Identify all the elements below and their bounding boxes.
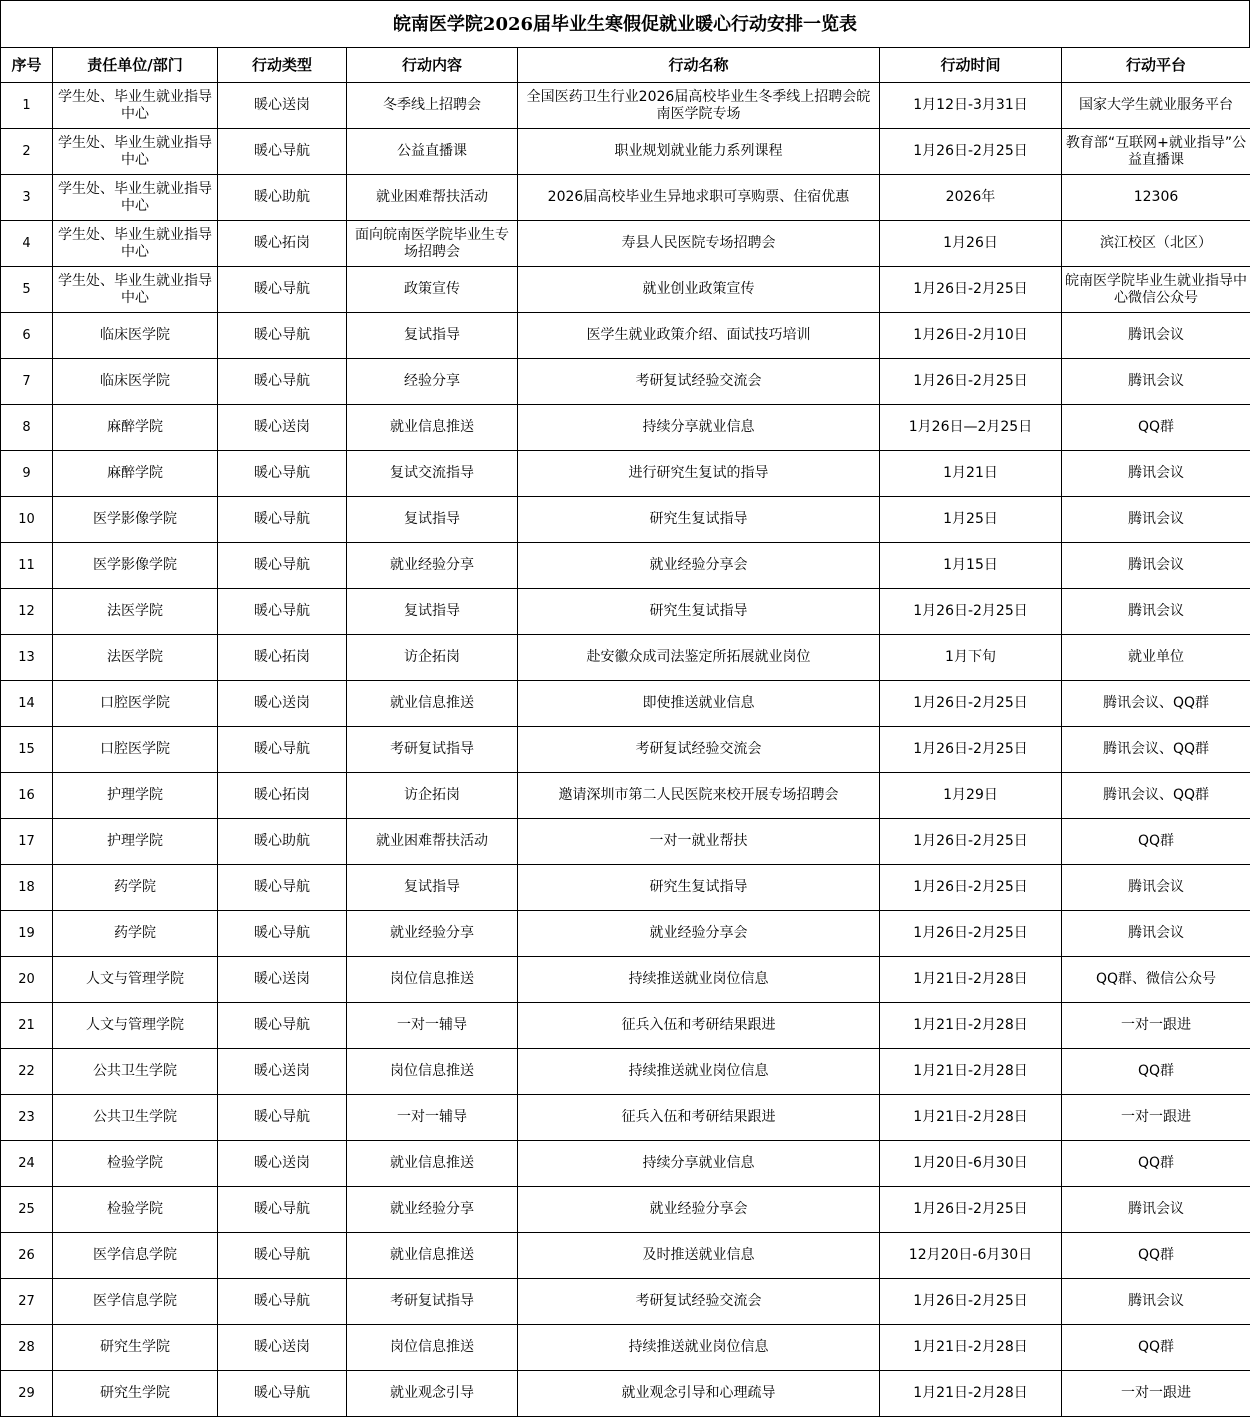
cell-content: 冬季线上招聘会 [347,83,518,129]
cell-content: 考研复试指导 [347,727,518,773]
cell-name: 赴安徽众成司法鉴定所拓展就业岗位 [518,635,880,681]
cell-name: 邀请深圳市第二人民医院来校开展专场招聘会 [518,773,880,819]
cell-name: 征兵入伍和考研结果跟进 [518,1003,880,1049]
cell-content: 面向皖南医学院毕业生专场招聘会 [347,221,518,267]
cell-type: 暖心导航 [218,589,347,635]
cell-index: 14 [1,681,53,727]
table-row [1,359,1250,405]
cell-platform: QQ群 [1062,1141,1250,1187]
cell-name: 研究生复试指导 [518,865,880,911]
table-row [1,497,1250,543]
cell-time: 1月26日-2月25日 [880,129,1062,175]
cell-name: 就业观念引导和心理疏导 [518,1371,880,1417]
cell-platform: 腾讯会议 [1062,359,1250,405]
cell-type: 暖心导航 [218,1003,347,1049]
cell-name: 进行研究生复试的指导 [518,451,880,497]
cell-name: 研究生复试指导 [518,497,880,543]
cell-time: 1月26日—2月25日 [880,405,1062,451]
table-row [1,1141,1250,1187]
cell-time: 1月26日-2月25日 [880,681,1062,727]
cell-type: 暖心导航 [218,1187,347,1233]
cell-platform: 腾讯会议 [1062,911,1250,957]
cell-time: 1月26日-2月25日 [880,589,1062,635]
cell-time: 1月29日 [880,773,1062,819]
cell-platform: 腾讯会议 [1062,589,1250,635]
cell-unit: 医学信息学院 [53,1279,218,1325]
cell-unit: 人文与管理学院 [53,1003,218,1049]
cell-platform: 腾讯会议、QQ群 [1062,681,1250,727]
cell-time: 1月21日-2月28日 [880,1325,1062,1371]
table-row [1,1187,1250,1233]
cell-unit: 麻醉学院 [53,451,218,497]
cell-type: 暖心送岗 [218,1141,347,1187]
cell-index: 13 [1,635,53,681]
cell-unit: 学生处、毕业生就业指导中心 [53,175,218,221]
column-header: 责任单位/部门 [53,48,218,83]
table-row [1,1003,1250,1049]
cell-name: 考研复试经验交流会 [518,1279,880,1325]
cell-platform: 腾讯会议 [1062,451,1250,497]
cell-index: 7 [1,359,53,405]
cell-content: 考研复试指导 [347,1279,518,1325]
cell-unit: 研究生学院 [53,1325,218,1371]
cell-name: 研究生复试指导 [518,589,880,635]
cell-platform: 腾讯会议 [1062,1279,1250,1325]
table-row [1,1325,1250,1371]
cell-index: 4 [1,221,53,267]
cell-index: 23 [1,1095,53,1141]
cell-name: 寿县人民医院专场招聘会 [518,221,880,267]
cell-platform: QQ群、微信公众号 [1062,957,1250,1003]
cell-type: 暖心导航 [218,497,347,543]
table-row [1,865,1250,911]
cell-content: 经验分享 [347,359,518,405]
table-row [1,313,1250,359]
cell-time: 2026年 [880,175,1062,221]
cell-platform: 腾讯会议、QQ群 [1062,773,1250,819]
column-header: 行动类型 [218,48,347,83]
cell-name: 一对一就业帮扶 [518,819,880,865]
cell-type: 暖心导航 [218,267,347,313]
cell-type: 暖心拓岗 [218,773,347,819]
table-row [1,1049,1250,1095]
cell-type: 暖心导航 [218,129,347,175]
cell-name: 持续分享就业信息 [518,1141,880,1187]
cell-name: 医学生就业政策介绍、面试技巧培训 [518,313,880,359]
cell-index: 20 [1,957,53,1003]
cell-type: 暖心导航 [218,727,347,773]
table-row [1,1279,1250,1325]
cell-type: 暖心送岗 [218,957,347,1003]
table-row [1,1371,1250,1417]
cell-type: 暖心导航 [218,865,347,911]
cell-time: 1月26日-2月25日 [880,1187,1062,1233]
cell-unit: 药学院 [53,865,218,911]
cell-unit: 学生处、毕业生就业指导中心 [53,267,218,313]
cell-index: 21 [1,1003,53,1049]
cell-type: 暖心导航 [218,1095,347,1141]
cell-name: 就业经验分享会 [518,1187,880,1233]
cell-content: 岗位信息推送 [347,957,518,1003]
cell-content: 一对一辅导 [347,1003,518,1049]
cell-content: 就业经验分享 [347,911,518,957]
cell-time: 1月20日-6月30日 [880,1141,1062,1187]
cell-content: 公益直播课 [347,129,518,175]
cell-platform: QQ群 [1062,819,1250,865]
cell-time: 1月21日-2月28日 [880,1095,1062,1141]
cell-type: 暖心送岗 [218,83,347,129]
cell-platform: 腾讯会议 [1062,497,1250,543]
cell-content: 复试指导 [347,497,518,543]
cell-type: 暖心导航 [218,1279,347,1325]
table-row [1,911,1250,957]
table-row [1,727,1250,773]
cell-index: 12 [1,589,53,635]
cell-type: 暖心导航 [218,359,347,405]
cell-platform: 12306 [1062,175,1250,221]
cell-index: 17 [1,819,53,865]
cell-index: 11 [1,543,53,589]
cell-platform: 教育部“互联网+就业指导”公益直播课 [1062,129,1250,175]
table-body [1,83,1250,1417]
cell-type: 暖心送岗 [218,1325,347,1371]
column-header: 行动平台 [1062,48,1250,83]
table-row [1,635,1250,681]
cell-index: 18 [1,865,53,911]
cell-content: 就业信息推送 [347,1141,518,1187]
cell-time: 1月26日-2月25日 [880,911,1062,957]
cell-name: 2026届高校毕业生异地求职可享购票、住宿优惠 [518,175,880,221]
cell-unit: 法医学院 [53,589,218,635]
cell-index: 16 [1,773,53,819]
cell-name: 考研复试经验交流会 [518,727,880,773]
cell-unit: 口腔医学院 [53,681,218,727]
cell-platform: QQ群 [1062,1049,1250,1095]
cell-index: 6 [1,313,53,359]
cell-time: 1月26日-2月10日 [880,313,1062,359]
page-title: 皖南医学院2026届毕业生寒假促就业暖心行动安排一览表 [0,0,1250,47]
cell-type: 暖心导航 [218,543,347,589]
cell-platform: 国家大学生就业服务平台 [1062,83,1250,129]
cell-type: 暖心拓岗 [218,221,347,267]
cell-index: 10 [1,497,53,543]
header-row [1,48,1250,83]
cell-time: 1月15日 [880,543,1062,589]
cell-unit: 检验学院 [53,1141,218,1187]
cell-unit: 麻醉学院 [53,405,218,451]
cell-content: 就业困难帮扶活动 [347,819,518,865]
cell-name: 就业经验分享会 [518,543,880,589]
table-row [1,175,1250,221]
cell-content: 就业信息推送 [347,681,518,727]
cell-time: 1月下旬 [880,635,1062,681]
table-row [1,589,1250,635]
table-row [1,543,1250,589]
cell-time: 1月26日 [880,221,1062,267]
cell-index: 26 [1,1233,53,1279]
cell-type: 暖心导航 [218,451,347,497]
cell-platform: QQ群 [1062,1325,1250,1371]
table-row [1,819,1250,865]
cell-type: 暖心导航 [218,911,347,957]
cell-index: 3 [1,175,53,221]
cell-unit: 学生处、毕业生就业指导中心 [53,129,218,175]
cell-unit: 护理学院 [53,819,218,865]
table-row [1,773,1250,819]
cell-unit: 医学信息学院 [53,1233,218,1279]
cell-content: 岗位信息推送 [347,1325,518,1371]
cell-name: 持续分享就业信息 [518,405,880,451]
table-row [1,267,1250,313]
cell-time: 1月26日-2月25日 [880,819,1062,865]
cell-name: 征兵入伍和考研结果跟进 [518,1095,880,1141]
cell-type: 暖心导航 [218,1233,347,1279]
table-row [1,129,1250,175]
cell-platform: 腾讯会议、QQ群 [1062,727,1250,773]
cell-unit: 口腔医学院 [53,727,218,773]
cell-content: 复试交流指导 [347,451,518,497]
cell-content: 就业经验分享 [347,543,518,589]
cell-time: 1月26日-2月25日 [880,359,1062,405]
cell-name: 就业创业政策宣传 [518,267,880,313]
cell-time: 1月21日 [880,451,1062,497]
cell-name: 持续推送就业岗位信息 [518,1049,880,1095]
cell-content: 访企拓岗 [347,635,518,681]
table-row [1,221,1250,267]
cell-content: 就业困难帮扶活动 [347,175,518,221]
column-header: 行动内容 [347,48,518,83]
cell-name: 职业规划就业能力系列课程 [518,129,880,175]
cell-unit: 学生处、毕业生就业指导中心 [53,221,218,267]
cell-content: 一对一辅导 [347,1095,518,1141]
cell-time: 1月26日-2月25日 [880,1279,1062,1325]
cell-index: 9 [1,451,53,497]
cell-time: 1月26日-2月25日 [880,267,1062,313]
cell-time: 12月20日-6月30日 [880,1233,1062,1279]
table-row [1,451,1250,497]
cell-unit: 临床医学院 [53,313,218,359]
column-header: 行动时间 [880,48,1062,83]
cell-unit: 护理学院 [53,773,218,819]
table-row [1,1095,1250,1141]
cell-index: 8 [1,405,53,451]
cell-type: 暖心拓岗 [218,635,347,681]
cell-platform: 腾讯会议 [1062,1187,1250,1233]
cell-content: 访企拓岗 [347,773,518,819]
cell-platform: QQ群 [1062,405,1250,451]
cell-index: 28 [1,1325,53,1371]
cell-time: 1月12日-3月31日 [880,83,1062,129]
cell-name: 就业经验分享会 [518,911,880,957]
cell-content: 就业观念引导 [347,1371,518,1417]
column-header: 行动名称 [518,48,880,83]
cell-type: 暖心送岗 [218,1049,347,1095]
cell-time: 1月21日-2月28日 [880,1003,1062,1049]
cell-unit: 公共卫生学院 [53,1095,218,1141]
cell-unit: 药学院 [53,911,218,957]
cell-platform: 一对一跟进 [1062,1003,1250,1049]
cell-platform: 腾讯会议 [1062,543,1250,589]
cell-content: 就业信息推送 [347,1233,518,1279]
cell-platform: QQ群 [1062,1233,1250,1279]
table-row [1,405,1250,451]
cell-index: 27 [1,1279,53,1325]
cell-index: 5 [1,267,53,313]
cell-time: 1月21日-2月28日 [880,1371,1062,1417]
cell-name: 即使推送就业信息 [518,681,880,727]
table-row [1,957,1250,1003]
cell-time: 1月21日-2月28日 [880,957,1062,1003]
cell-platform: 一对一跟进 [1062,1371,1250,1417]
cell-platform: 一对一跟进 [1062,1095,1250,1141]
table-row [1,83,1250,129]
column-header: 序号 [1,48,53,83]
cell-time: 1月25日 [880,497,1062,543]
table-row [1,1233,1250,1279]
cell-type: 暖心送岗 [218,405,347,451]
cell-unit: 学生处、毕业生就业指导中心 [53,83,218,129]
cell-index: 22 [1,1049,53,1095]
cell-unit: 医学影像学院 [53,497,218,543]
cell-index: 24 [1,1141,53,1187]
cell-platform: 腾讯会议 [1062,313,1250,359]
cell-name: 持续推送就业岗位信息 [518,1325,880,1371]
cell-name: 持续推送就业岗位信息 [518,957,880,1003]
cell-platform: 腾讯会议 [1062,865,1250,911]
cell-unit: 医学影像学院 [53,543,218,589]
cell-platform: 滨江校区（北区） [1062,221,1250,267]
cell-unit: 法医学院 [53,635,218,681]
cell-content: 复试指导 [347,313,518,359]
cell-index: 19 [1,911,53,957]
cell-time: 1月26日-2月25日 [880,727,1062,773]
cell-unit: 临床医学院 [53,359,218,405]
cell-index: 1 [1,83,53,129]
cell-type: 暖心助航 [218,175,347,221]
table-row [1,681,1250,727]
cell-platform: 就业单位 [1062,635,1250,681]
cell-content: 就业经验分享 [347,1187,518,1233]
cell-unit: 检验学院 [53,1187,218,1233]
cell-content: 岗位信息推送 [347,1049,518,1095]
cell-time: 1月21日-2月28日 [880,1049,1062,1095]
cell-name: 及时推送就业信息 [518,1233,880,1279]
cell-unit: 研究生学院 [53,1371,218,1417]
cell-index: 2 [1,129,53,175]
cell-unit: 公共卫生学院 [53,1049,218,1095]
schedule-table [0,47,1250,1417]
cell-type: 暖心助航 [218,819,347,865]
cell-unit: 人文与管理学院 [53,957,218,1003]
cell-content: 复试指导 [347,865,518,911]
cell-index: 25 [1,1187,53,1233]
cell-type: 暖心送岗 [218,681,347,727]
cell-index: 15 [1,727,53,773]
cell-type: 暖心导航 [218,1371,347,1417]
cell-index: 29 [1,1371,53,1417]
cell-time: 1月26日-2月25日 [880,865,1062,911]
cell-platform: 皖南医学院毕业生就业指导中心微信公众号 [1062,267,1250,313]
cell-name: 全国医药卫生行业2026届高校毕业生冬季线上招聘会皖南医学院专场 [518,83,880,129]
cell-content: 复试指导 [347,589,518,635]
cell-content: 就业信息推送 [347,405,518,451]
cell-type: 暖心导航 [218,313,347,359]
cell-content: 政策宣传 [347,267,518,313]
cell-name: 考研复试经验交流会 [518,359,880,405]
